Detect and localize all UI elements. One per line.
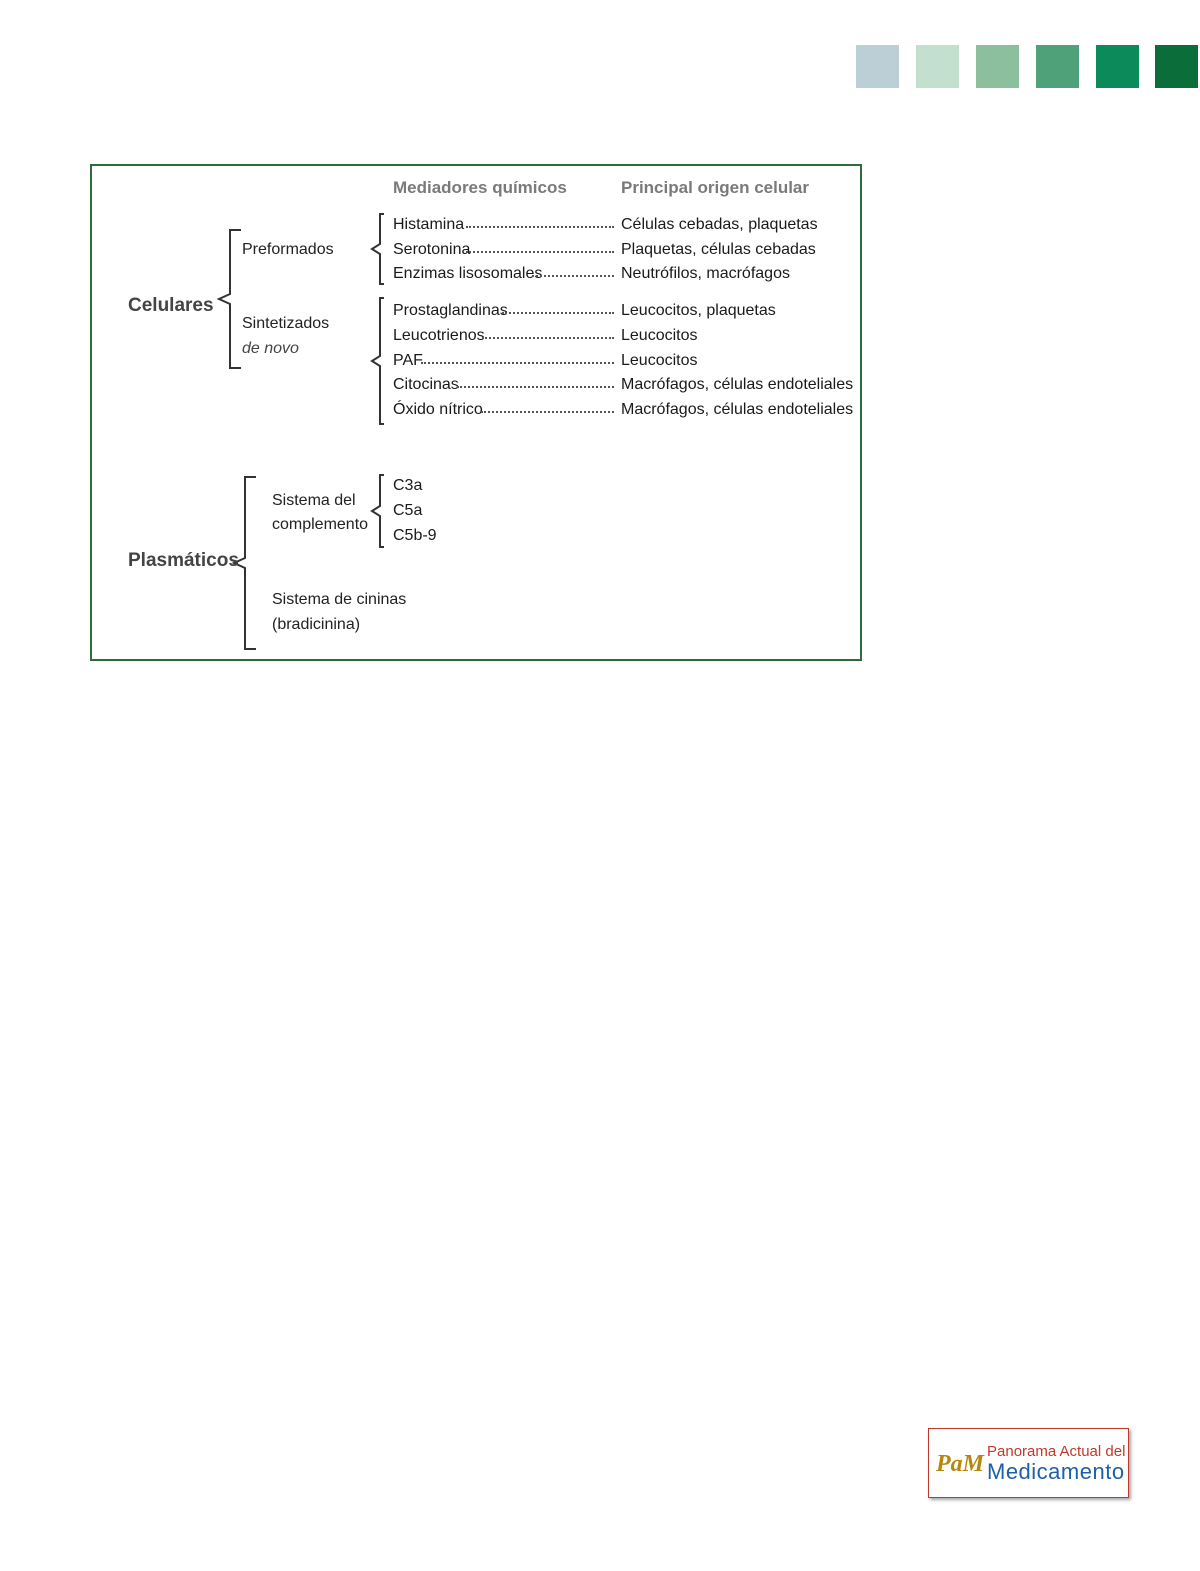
group-preformados: Preformados	[242, 241, 334, 258]
mediator-name: PAF	[393, 352, 423, 369]
logo-line1: Panorama Actual del	[987, 1443, 1126, 1460]
header-square	[1155, 45, 1198, 88]
mediator-name: Prostaglandinas	[393, 302, 508, 319]
group-sintetizados-italic: de novo	[242, 340, 299, 357]
leader-dots	[466, 251, 614, 253]
header-square	[916, 45, 959, 88]
logo-line2: Medicamento	[987, 1459, 1125, 1484]
category-plasmaticos: Plasmáticos	[128, 550, 239, 571]
brace-preformados	[368, 212, 388, 286]
group-sintetizados: Sintetizados	[242, 315, 330, 332]
header-square	[1036, 45, 1079, 88]
leader-dots	[466, 226, 614, 228]
leader-dots	[532, 275, 614, 277]
group-cininas-line2: (bradicinina)	[272, 616, 361, 633]
mediator-origin: Plaquetas, células cebadas	[621, 241, 816, 258]
mediator-origin: Neutrófilos, macrófagos	[621, 265, 790, 282]
group-cininas-line1: Sistema de cininas	[272, 591, 407, 608]
complement-item: C5a	[393, 502, 423, 519]
header-square	[1096, 45, 1139, 88]
leader-dots	[421, 362, 614, 364]
mediator-origin: Leucocitos	[621, 327, 698, 344]
mediator-name: Óxido nítrico	[393, 401, 483, 418]
leader-dots	[481, 411, 614, 413]
mediator-name: Leucotrienos	[393, 327, 485, 344]
mediator-name: Enzimas lisosomales	[393, 265, 543, 282]
header-square	[976, 45, 1019, 88]
header-square	[856, 45, 899, 88]
brace-sintetizados	[368, 296, 388, 426]
mediator-origin: Leucocitos, plaquetas	[621, 302, 776, 319]
column-header-origin: Principal origen celular	[621, 178, 810, 197]
leader-dots	[482, 337, 614, 339]
leader-dots	[502, 312, 614, 314]
group-complemento-line1: Sistema del	[272, 492, 356, 509]
complement-item: C5b-9	[393, 527, 437, 544]
mediator-origin: Leucocitos	[621, 352, 698, 369]
mediator-origin: Macrófagos, células endoteliales	[621, 376, 854, 393]
mediator-origin: Macrófagos, células endoteliales	[621, 401, 854, 418]
mediator-origin: Células cebadas, plaquetas	[621, 216, 818, 233]
brace-celulares	[215, 228, 245, 370]
complement-item: C3a	[393, 477, 423, 494]
logo-mark: PaM	[936, 1451, 984, 1477]
mediator-name: Citocinas	[393, 376, 459, 393]
group-complemento-line2: complemento	[272, 516, 369, 533]
publication-logo	[928, 1428, 1129, 1498]
brace-complemento	[368, 473, 388, 549]
category-celulares: Celulares	[128, 295, 214, 316]
mediator-name: Histamina	[393, 216, 465, 233]
mediator-name: Serotonina	[393, 241, 471, 258]
leader-dots	[457, 386, 614, 388]
column-header-mediators: Mediadores químicos	[393, 178, 567, 197]
